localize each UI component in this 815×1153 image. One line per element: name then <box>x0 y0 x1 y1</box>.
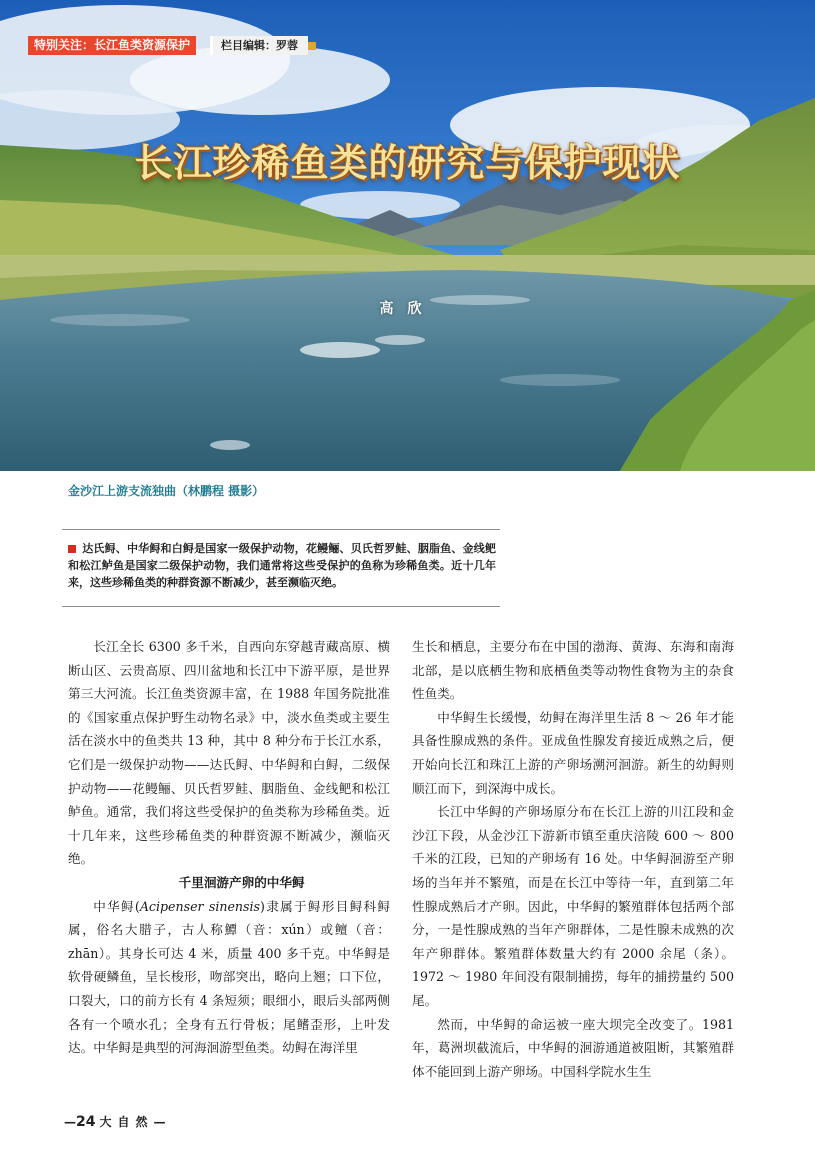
square-bullet-icon <box>68 545 76 553</box>
latin-name: Acipenser sinensis <box>139 898 260 914</box>
page-number: 24 <box>76 1114 96 1130</box>
body-paragraph: 长江全长 6300 多千米，自西向东穿越青藏高原、横断山区、云贵高原、四川盆地和长江中下游平原，是世界第三大河流。长江鱼类资源丰富，在 1988 年国务院批准的《国家重点保护野生动物名录》中，淡水鱼类或主要生活在淡水中的鱼类共 13 种，其中 8 种分布于长江水系，它们是一级保护动物——达氏鲟、中华鲟和白鲟，二级保护动物——花鳗鲡、贝氏哲罗鲑、胭脂鱼、金线鲃和松江鲈鱼。通常，我们将这些受保护的鱼类称为珍稀鱼类。近十几年来，这些珍稀鱼类的种群资源不断减少，濒临灭绝。 <box>68 639 390 867</box>
hero-photo <box>0 0 815 471</box>
article-author: 高欣 <box>379 301 436 317</box>
section-tag: 特别关注：长江鱼类资源保护 <box>28 36 196 55</box>
body-paragraph <box>68 895 390 1060</box>
body-paragraph-continued: 生长和栖息，主要分布在中国的渤海、黄海、东海和南海北部，是以底栖生物和底栖鱼类等动物性食物为主的杂食性鱼类。 <box>412 639 734 702</box>
left-column <box>68 635 390 1060</box>
abstract-box <box>62 529 500 607</box>
magazine-name: 大自然 <box>99 1115 154 1129</box>
paragraph-text: 中华鲟( <box>93 898 140 914</box>
body-paragraph: 中华鲟生长缓慢，幼鲟在海洋里生活 8 ～ 26 年才能具备性腺成熟的条件。亚成鱼性腺发育接近成熟之后，便开始向长江和珠江上游的产卵场溯河洄游。新生的幼鲟则顺江而下，到深海中成长。 <box>412 709 734 796</box>
column-editor: 栏目编辑：罗蓉 <box>210 36 308 55</box>
abstract-text: 达氏鲟、中华鲟和白鲟是国家一级保护动物，花鳗鲡、贝氏哲罗鲑、胭脂鱼、金线鲃和松江鲈鱼是国家二级保护动物，我们通常将这些受保护的鱼称为珍稀鱼类。近十几年来，这些珍稀鱼类的种群资源不断减少，甚至濒临灭绝。 <box>68 542 496 589</box>
paragraph-text: )隶属于鲟形目鲟科鲟属，俗名大腊子，古人称鱏（音：xún）或鳣（音：zhān）。其身长可达 4 米，质量 400 多千克。中华鲟是软骨硬鳞鱼，呈长梭形，吻部突出，略向上翘；口下位，口裂大，口的前方长有 4 条短须；眼细小，眼后头部两侧各有一个喷水孔；全身有五行骨板；尾鳍歪形，上叶发达。中华鲟是典型的河海洄游型鱼类。幼鲟在海洋里 <box>68 898 390 1056</box>
body-paragraph: 长江中华鲟的产卵场原分布在长江上游的川江段和金沙江下段，从金沙江下游新市镇至重庆涪陵 600 ～ 800 千米的江段，已知的产卵场有 16 处。中华鲟洄游至产卵场的当年并不繁殖，而是在长江中等待一年，直到第二年性腺成熟后才产卵。因此，中华鲟的繁殖群体包括两个部分，一是性腺成熟的当年产卵群体，二是性腺未成熟的次年产卵群体。繁殖群体数量大约有 2000 余尾（条）。1972 ～ 1980 年间没有限制捕捞，每年的捕捞量约 500 尾。 <box>412 804 734 1008</box>
section-subheading: 千里洄游产卵的中华鲟 <box>178 874 305 890</box>
article-title: 长江珍稀鱼类的研究与保护现状 <box>134 141 681 185</box>
landscape-illustration <box>0 0 815 471</box>
body-paragraph: 然而，中华鲟的命运被一座大坝完全改变了。1981 年，葛洲坝截流后，中华鲟的洄游通道被阻断，其繁殖群体不能回到上游产卵场。中国科学院水生生 <box>412 1016 734 1079</box>
page-footer: —24 大自然— <box>64 1114 166 1130</box>
photo-caption: 金沙江上游支流独曲（林鹏程 摄影） <box>68 484 265 498</box>
right-column <box>412 635 734 1083</box>
